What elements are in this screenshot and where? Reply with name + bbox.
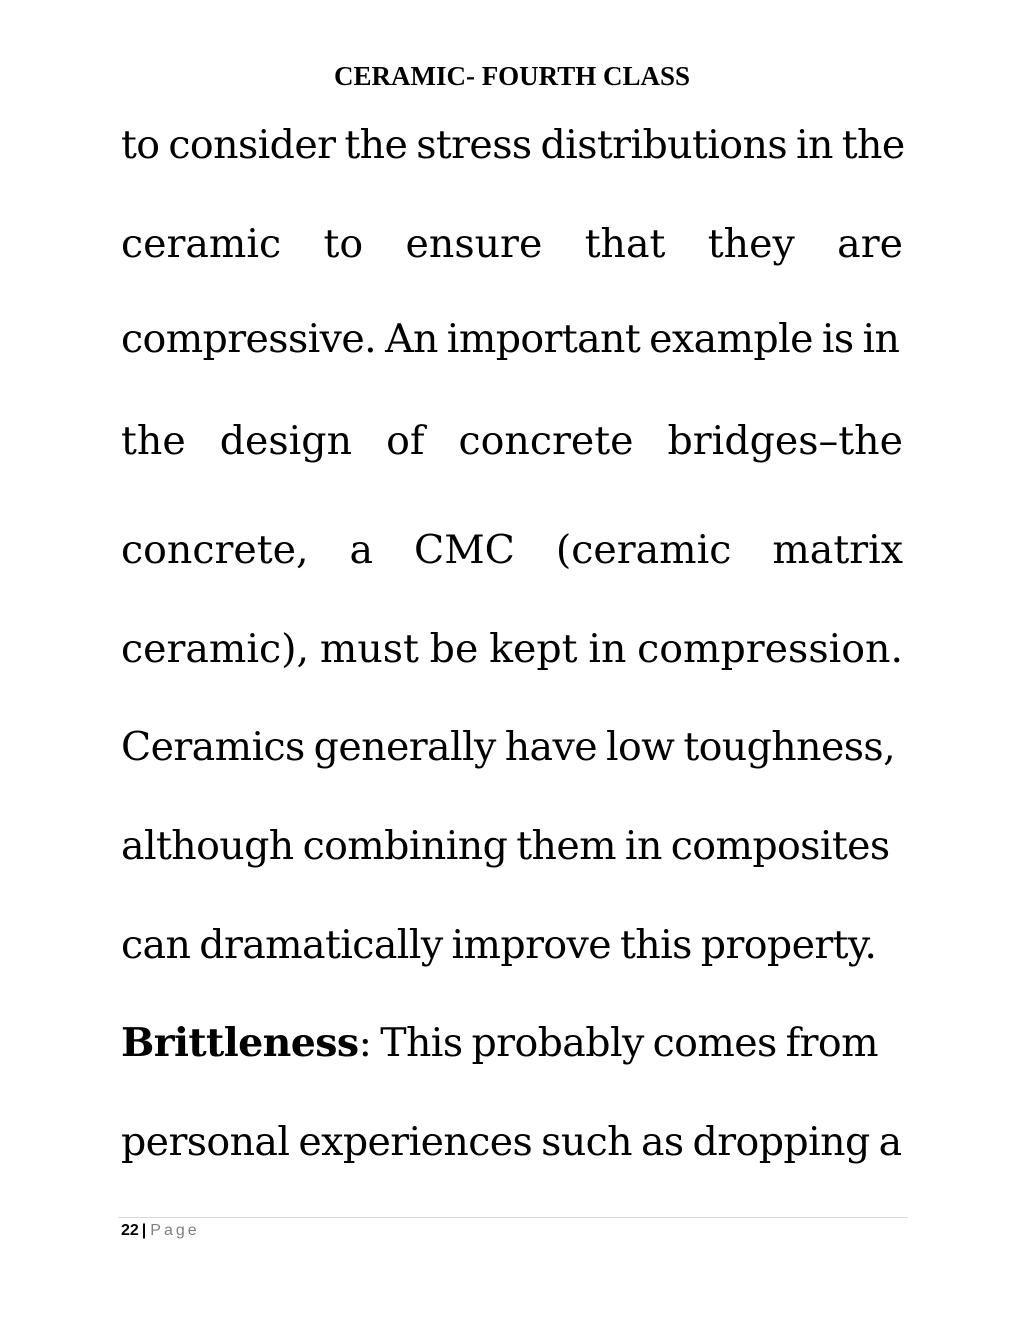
word: ceramic: [121, 221, 282, 267]
word: bridges–the: [667, 418, 903, 464]
word: a: [349, 527, 374, 573]
page-label: Page: [150, 1222, 200, 1239]
word: they: [707, 221, 795, 267]
word: of: [386, 418, 425, 464]
body-line-3: compressive. An important example is in: [121, 316, 900, 362]
body-line-1: to consider the stress distributions in the: [121, 122, 905, 168]
body-line-6: [121, 624, 903, 674]
body-line-4: [121, 416, 903, 466]
word: the: [121, 418, 186, 464]
word: compression.: [637, 626, 903, 672]
word: ceramic),: [121, 626, 310, 672]
page-footer: [121, 1221, 200, 1241]
body-line-2: [121, 219, 903, 269]
body-line-11: personal experiences such as dropping a: [121, 1119, 902, 1165]
footer-divider: [118, 1217, 908, 1218]
word: must: [319, 626, 419, 672]
word: concrete,: [121, 527, 309, 573]
word: that: [584, 221, 666, 267]
body-line-9: can dramatically improve this property.: [121, 922, 877, 968]
word: matrix: [772, 527, 903, 573]
body-line-8: although combining them in composites: [121, 823, 890, 869]
word: to: [323, 221, 364, 267]
body-line-5: [121, 525, 903, 575]
word: ensure: [405, 221, 543, 267]
word: be: [429, 626, 479, 672]
word: in: [588, 626, 627, 672]
body-line-7: Ceramics generally have low toughness,: [121, 724, 896, 770]
word: are: [837, 221, 903, 267]
word: CMC: [413, 527, 515, 573]
word: concrete: [458, 418, 634, 464]
word: (ceramic: [555, 527, 732, 573]
brittleness-term: Brittleness: [121, 1020, 359, 1066]
footer-separator: |: [141, 1222, 147, 1239]
page-header-title: CERAMIC- FOURTH CLASS: [333, 61, 691, 91]
page-number: 22: [121, 1222, 139, 1239]
word: design: [219, 418, 353, 464]
brittleness-text: : This probably comes from: [358, 1020, 878, 1066]
body-line-10: [121, 1018, 903, 1068]
word: kept: [489, 626, 578, 672]
